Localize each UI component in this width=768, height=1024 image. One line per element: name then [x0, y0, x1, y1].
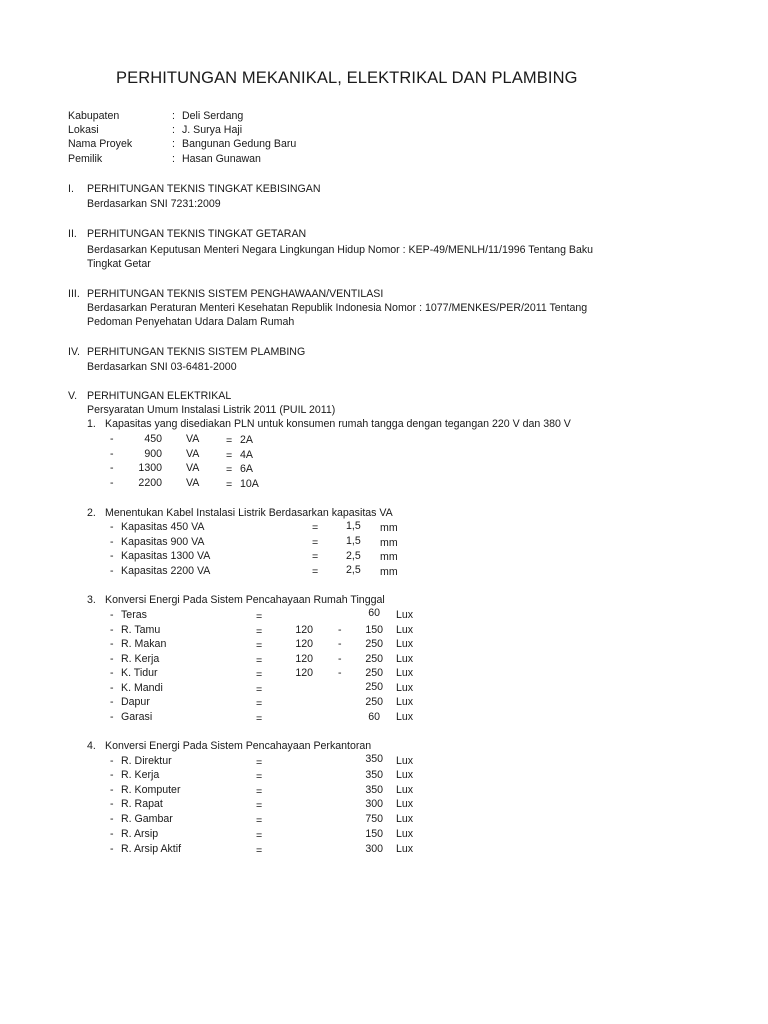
dash: - — [110, 813, 114, 825]
lux-max: 250 — [365, 681, 383, 693]
office-room-label: R. Arsip Aktif — [121, 843, 182, 855]
equals: = — [256, 757, 263, 769]
item-text: Menentukan Kabel Instalasi Listrik Berdasarkan kapasitas VA — [105, 507, 393, 519]
lux-unit: Lux — [396, 682, 414, 694]
room-label: Teras — [121, 609, 147, 621]
lux-unit: Lux — [396, 711, 414, 723]
cable-size: 2,5 — [346, 564, 361, 576]
lux-value: 750 — [365, 813, 383, 825]
room-label: Dapur — [121, 696, 150, 708]
dash: - — [110, 696, 114, 708]
dash: - — [110, 843, 114, 855]
equals: = — [256, 815, 263, 827]
info-label-nama-proyek: Nama Proyek — [68, 138, 133, 150]
lux-unit: Lux — [396, 609, 414, 621]
info-value-nama-proyek: Bangunan Gedung Baru — [182, 138, 297, 150]
dash: - — [110, 682, 114, 694]
lux-value: 350 — [365, 769, 383, 781]
equals: = — [256, 800, 263, 812]
section-heading: PERHITUNGAN ELEKTRIKAL — [87, 390, 232, 402]
item-number: 2. — [87, 507, 96, 519]
info-label-kabupaten: Kabupaten — [68, 110, 120, 122]
equals: = — [256, 611, 263, 623]
office-room-label: R. Direktur — [121, 755, 172, 767]
va-unit: VA — [186, 477, 200, 489]
lux-max: 250 — [365, 667, 383, 679]
office-room-label: R. Kerja — [121, 769, 160, 781]
lux-max: 150 — [365, 624, 383, 636]
item-text: Konversi Energi Pada Sistem Pencahayaan Rumah Tinggal — [105, 594, 385, 606]
lux-unit: Lux — [396, 828, 414, 840]
section-number: I. — [68, 183, 74, 195]
equals: = — [256, 655, 263, 667]
room-label: R. Makan — [121, 638, 167, 650]
section-line: Berdasarkan SNI 7231:2009 — [87, 198, 221, 210]
equals: = — [256, 626, 263, 638]
section-number: II. — [68, 228, 77, 240]
info-sep: : — [172, 110, 175, 122]
lux-max: 250 — [365, 653, 383, 665]
dash: - — [110, 433, 114, 445]
lux-value: 300 — [365, 798, 383, 810]
equals: = — [312, 566, 319, 578]
equals: = — [256, 684, 263, 696]
range-sep: - — [338, 638, 342, 650]
item-number: 4. — [87, 740, 96, 752]
cable-size: 2,5 — [346, 550, 361, 562]
dash: - — [110, 638, 114, 650]
dash: - — [110, 536, 114, 548]
dash: - — [110, 565, 114, 577]
section-line: Tingkat Getar — [87, 258, 151, 270]
office-room-label: R. Komputer — [121, 784, 181, 796]
lux-value: 150 — [365, 828, 383, 840]
cable-unit: mm — [380, 566, 398, 578]
equals: = — [256, 786, 263, 798]
section-line: Berdasarkan SNI 03-6481-2000 — [87, 361, 237, 373]
equals: = — [226, 450, 233, 462]
lux-value: 300 — [365, 843, 383, 855]
office-room-label: R. Arsip — [121, 828, 159, 840]
equals: = — [312, 537, 319, 549]
va-value: 900 — [144, 448, 162, 460]
va-value: 2200 — [138, 477, 162, 489]
page-title: PERHITUNGAN MEKANIKAL, ELEKTRIKAL DAN PLAMBING — [116, 69, 578, 87]
lux-unit: Lux — [396, 755, 414, 767]
info-value-kabupaten: Deli Serdang — [182, 110, 244, 122]
dash: - — [110, 784, 114, 796]
section-heading: PERHITUNGAN TEKNIS TINGKAT KEBISINGAN — [87, 183, 321, 195]
item-text: Konversi Energi Pada Sistem Pencahayaan Perkantoran — [105, 740, 372, 752]
info-sep: : — [172, 153, 175, 165]
office-room-label: R. Gambar — [121, 813, 173, 825]
lux-unit: Lux — [396, 638, 414, 650]
equals: = — [226, 464, 233, 476]
info-label-pemilik: Pemilik — [68, 153, 103, 165]
dash: - — [110, 653, 114, 665]
range-sep: - — [338, 667, 342, 679]
cable-size: 1,5 — [346, 520, 361, 532]
section-line: Berdasarkan Peraturan Menteri Kesehatan Republik Indonesia Nomor : 1077/MENKES/PER/2011 Tentang — [87, 302, 588, 314]
lux-value: 350 — [365, 784, 383, 796]
lux-value: 350 — [365, 753, 383, 765]
lux-unit: Lux — [396, 813, 414, 825]
equals: = — [256, 845, 263, 857]
section-line: Persyaratan Umum Instalasi Listrik 2011 (PUIL 2011) — [87, 404, 336, 416]
equals: = — [256, 830, 263, 842]
section-heading: PERHITUNGAN TEKNIS TINGKAT GETARAN — [87, 228, 307, 240]
equals: = — [256, 640, 263, 652]
section-number: IV. — [68, 346, 80, 358]
dash: - — [110, 798, 114, 810]
dash: - — [110, 624, 114, 636]
info-sep: : — [172, 124, 175, 136]
amp-value: 2A — [240, 434, 253, 446]
lux-unit: Lux — [396, 653, 414, 665]
range-sep: - — [338, 624, 342, 636]
lux-max: 250 — [365, 638, 383, 650]
section-line: Berdasarkan Keputusan Menteri Negara Lingkungan Hidup Nomor : KEP-49/MENLH/11/1996 Tentang Baku — [87, 244, 594, 256]
section-heading: PERHITUNGAN TEKNIS SISTEM PENGHAWAAN/VENTILASI — [87, 288, 384, 300]
va-unit: VA — [186, 462, 200, 474]
dash: - — [110, 769, 114, 781]
cable-label: Kapasitas 2200 VA — [121, 565, 211, 577]
cable-label: Kapasitas 1300 VA — [121, 550, 211, 562]
item-number: 3. — [87, 594, 96, 606]
dash: - — [110, 521, 114, 533]
lux-unit: Lux — [396, 784, 414, 796]
range-sep: - — [338, 653, 342, 665]
section-line: Pedoman Penyehatan Udara Dalam Rumah — [87, 316, 295, 328]
dash: - — [110, 448, 114, 460]
room-label: R. Tamu — [121, 624, 161, 636]
lux-unit: Lux — [396, 667, 414, 679]
dash: - — [110, 828, 114, 840]
lux-unit: Lux — [396, 769, 414, 781]
room-label: K. Tidur — [121, 667, 158, 679]
info-label-lokasi: Lokasi — [68, 124, 99, 136]
item-text: Kapasitas yang disediakan PLN untuk konsumen rumah tangga dengan tegangan 220 V dan 380 V — [105, 418, 571, 430]
lux-max: 60 — [368, 711, 380, 723]
dash: - — [110, 550, 114, 562]
amp-value: 10A — [240, 478, 259, 490]
info-value-pemilik: Hasan Gunawan — [182, 153, 261, 165]
equals: = — [312, 522, 319, 534]
section-number: III. — [68, 288, 80, 300]
equals: = — [312, 551, 319, 563]
dash: - — [110, 609, 114, 621]
lux-unit: Lux — [396, 798, 414, 810]
room-label: Garasi — [121, 711, 153, 723]
lux-min: 120 — [295, 624, 313, 636]
va-unit: VA — [186, 433, 200, 445]
lux-min: 120 — [295, 667, 313, 679]
room-label: R. Kerja — [121, 653, 160, 665]
lux-max: 60 — [368, 607, 380, 619]
cable-label: Kapasitas 900 VA — [121, 536, 205, 548]
dash: - — [110, 462, 114, 474]
info-value-lokasi: J. Surya Haji — [182, 124, 243, 136]
dash: - — [110, 477, 114, 489]
cable-unit: mm — [380, 551, 398, 563]
office-room-label: R. Rapat — [121, 798, 163, 810]
amp-value: 4A — [240, 449, 253, 461]
dash: - — [110, 711, 114, 723]
lux-unit: Lux — [396, 696, 414, 708]
cable-size: 1,5 — [346, 535, 361, 547]
equals: = — [256, 771, 263, 783]
dash: - — [110, 667, 114, 679]
equals: = — [226, 435, 233, 447]
equals: = — [256, 713, 263, 725]
lux-min: 120 — [295, 638, 313, 650]
info-sep: : — [172, 138, 175, 150]
cable-label: Kapasitas 450 VA — [121, 521, 205, 533]
va-value: 450 — [144, 433, 162, 445]
section-heading: PERHITUNGAN TEKNIS SISTEM PLAMBING — [87, 346, 306, 358]
equals: = — [256, 669, 263, 681]
lux-unit: Lux — [396, 624, 414, 636]
cable-unit: mm — [380, 522, 398, 534]
lux-min: 120 — [295, 653, 313, 665]
dash: - — [110, 755, 114, 767]
room-label: K. Mandi — [121, 682, 163, 694]
item-number: 1. — [87, 418, 96, 430]
lux-unit: Lux — [396, 843, 414, 855]
amp-value: 6A — [240, 463, 253, 475]
section-number: V. — [68, 390, 78, 402]
equals: = — [256, 698, 263, 710]
lux-max: 250 — [365, 696, 383, 708]
cable-unit: mm — [380, 537, 398, 549]
va-unit: VA — [186, 448, 200, 460]
va-value: 1300 — [138, 462, 162, 474]
equals: = — [226, 479, 233, 491]
